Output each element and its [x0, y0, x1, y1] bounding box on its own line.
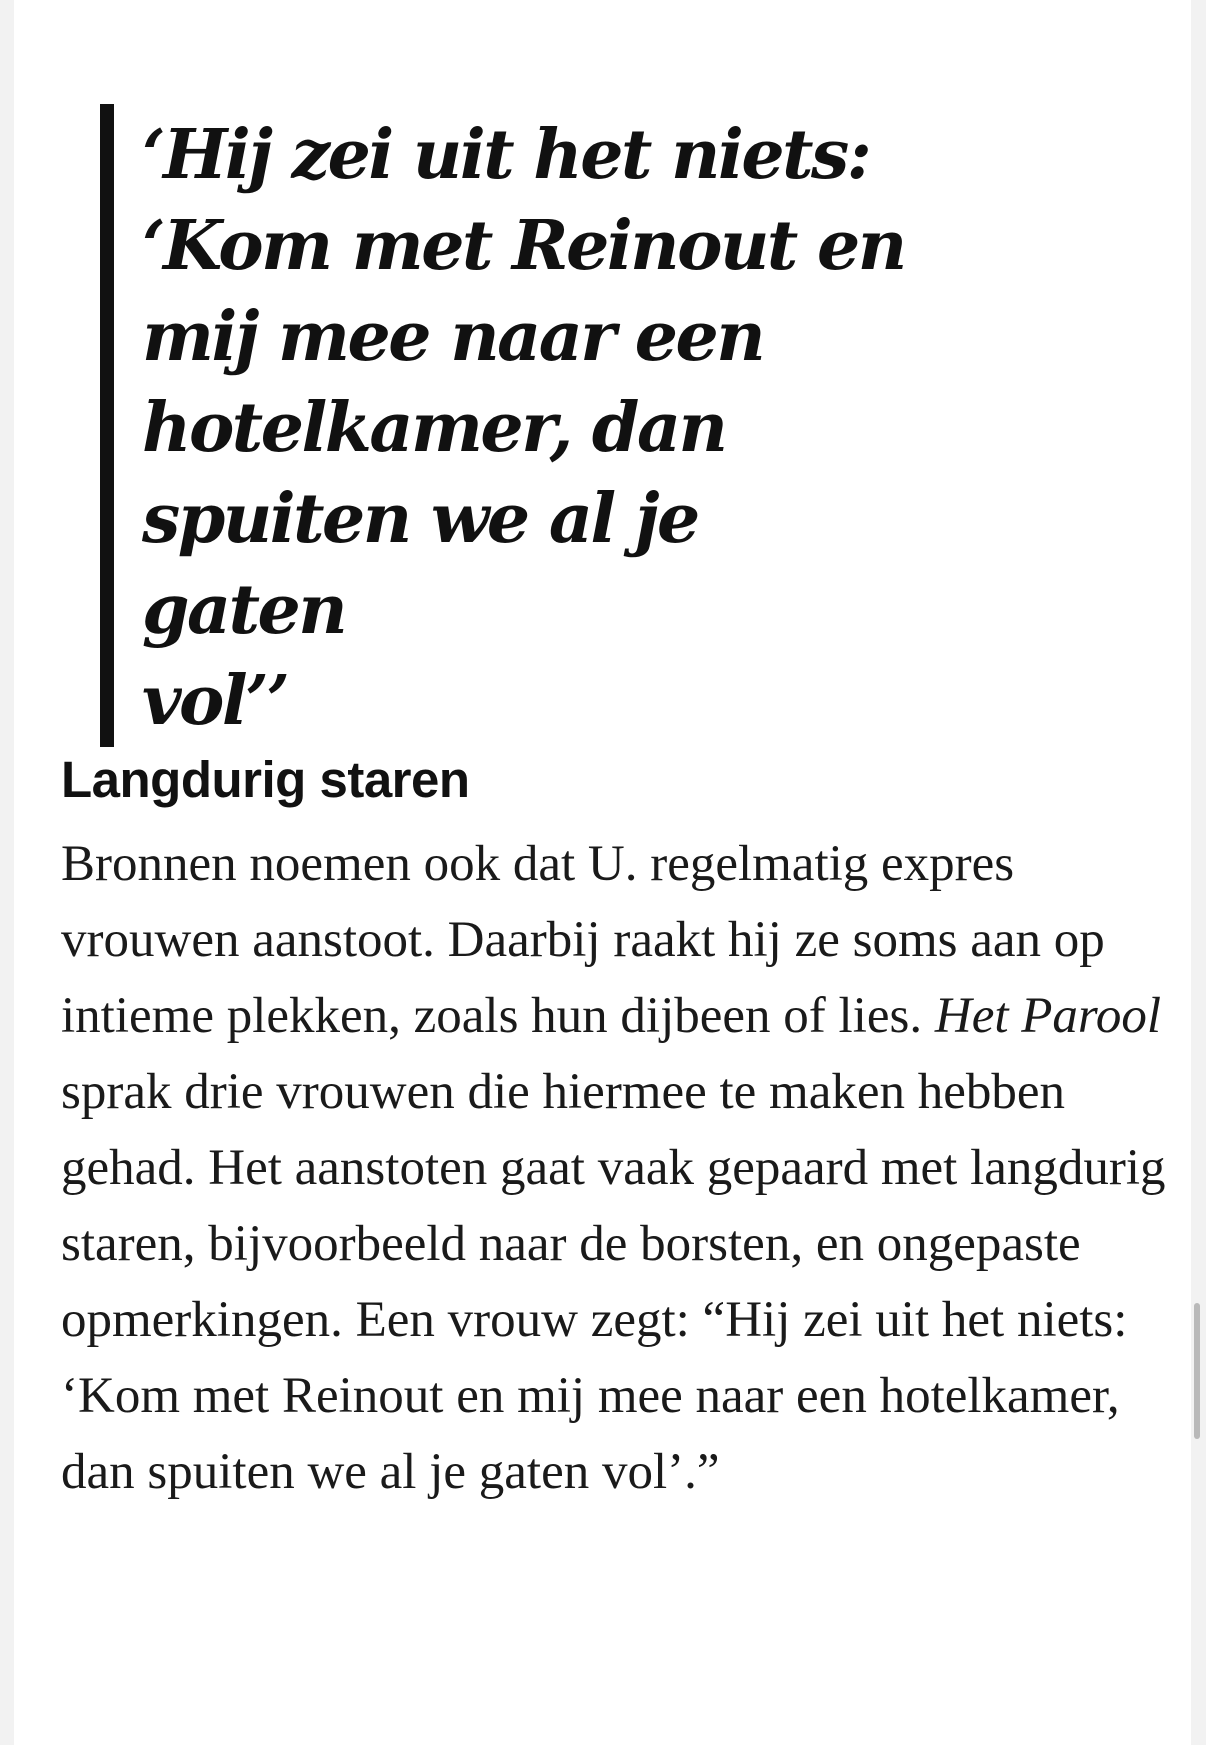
publication-name: Het Parool — [934, 988, 1162, 1044]
pull-quote-line: vol’’ — [142, 661, 288, 741]
pull-quote-line: ‘Hij zei uit het niets: — [142, 115, 870, 195]
pull-quote-text — [142, 104, 922, 747]
article-page — [14, 0, 1191, 1745]
pull-quote-line: spuiten we al je gaten — [142, 479, 698, 650]
pull-quote-line: hotelkamer, dan — [142, 388, 726, 468]
pull-quote — [100, 104, 1042, 747]
section-subheading: Langdurig staren — [61, 751, 470, 808]
article-paragraph — [61, 826, 1171, 1510]
paragraph-text: Bronnen noemen ook dat U. regelmatig expres vrouwen aanstoot. Daarbij raakt hij ze soms aan op intieme plekken, zoals hun dijbeen of lies. — [61, 836, 1105, 1044]
pull-quote-line: ‘Kom met Reinout en — [142, 206, 905, 286]
paragraph-text: sprak drie vrouwen die hiermee te maken hebben gehad. Het aanstoten gaat vaak gepaard met langdurig staren, bijvoorbeeld naar de borsten, en ongepaste opmerkingen. Een vrouw zegt: “Hij zei uit het niets: ‘Kom met Reinout en mij mee naar een hotelkamer, dan spuiten we al je gaten vol’.” — [61, 1064, 1166, 1500]
pull-quote-line: mij mee naar een — [142, 297, 764, 377]
scrollbar-thumb[interactable] — [1194, 1303, 1200, 1439]
